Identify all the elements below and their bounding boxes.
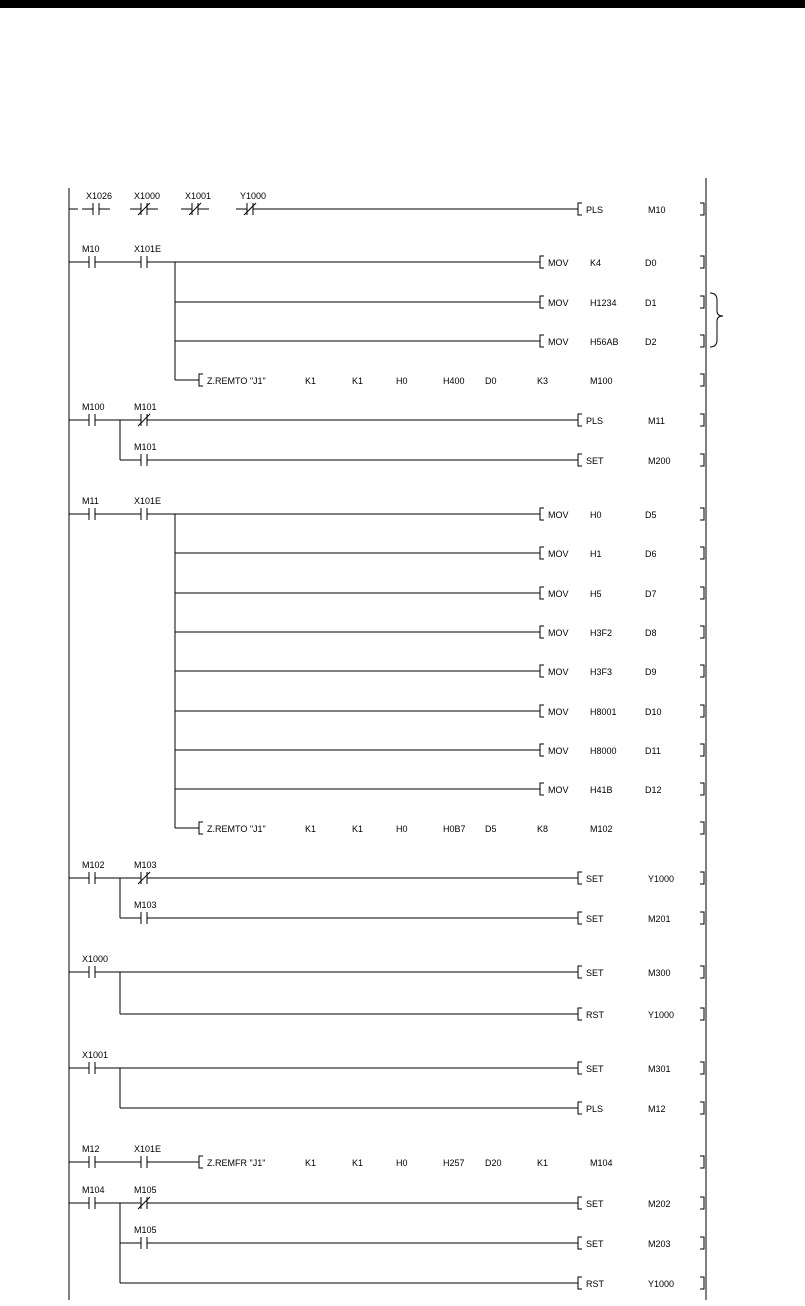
instruction-bracket-right xyxy=(700,203,704,215)
instruction-bracket-right xyxy=(700,822,704,834)
instruction-operand: H400 xyxy=(443,376,465,386)
instruction-op: SET xyxy=(586,874,604,884)
instruction-bracket-left xyxy=(578,454,582,466)
instruction-operand: K1 xyxy=(305,376,317,386)
instruction-op: SET xyxy=(586,1239,604,1249)
nc-contact-label: M103 xyxy=(134,860,157,870)
instruction-operand: H0 xyxy=(396,376,408,386)
instruction-op: MOV xyxy=(548,258,569,268)
no-contact-label: M10 xyxy=(82,244,100,254)
no-contact-label: M11 xyxy=(82,496,99,506)
instruction-operand: H3F2 xyxy=(590,628,613,638)
instruction-op: SET xyxy=(586,914,604,924)
instruction-bracket-left xyxy=(578,1197,582,1209)
no-contact-label: M101 xyxy=(134,442,157,452)
instruction-bracket-right xyxy=(700,1197,704,1209)
no-contact-label: X101E xyxy=(134,244,162,254)
instruction-operand: M200 xyxy=(648,456,671,466)
instruction-bracket-right xyxy=(700,783,704,795)
instruction-bracket-right xyxy=(700,508,704,520)
instruction-op: SET xyxy=(586,1199,604,1209)
no-contact-label: X101E xyxy=(134,1144,162,1154)
instruction-bracket-right xyxy=(700,1008,704,1020)
instruction-operand: H8001 xyxy=(590,707,617,717)
instruction-operand: H56AB xyxy=(590,337,619,347)
instruction-bracket-right xyxy=(700,1277,704,1289)
instruction-bracket-left xyxy=(540,335,544,347)
instruction-operand: D2 xyxy=(645,337,657,347)
instruction-bracket-left xyxy=(578,1277,582,1289)
instruction-operand: M12 xyxy=(648,1104,666,1114)
instruction-bracket-left xyxy=(540,783,544,795)
instruction-operand: M102 xyxy=(590,824,613,834)
instruction-op: RST xyxy=(586,1010,604,1020)
instruction-bracket-left xyxy=(540,665,544,677)
instruction-op: PLS xyxy=(586,1104,604,1114)
no-contact-label: X101E xyxy=(134,496,162,506)
instruction-bracket-right xyxy=(700,587,704,599)
instruction-op: SET xyxy=(586,968,604,978)
instruction-operand: D1 xyxy=(645,298,657,308)
instruction-bracket-left xyxy=(199,1156,203,1168)
instruction-operand: H1 xyxy=(590,549,602,559)
instruction-op: MOV xyxy=(548,746,569,756)
instruction-operand: H3F3 xyxy=(590,667,613,677)
instruction-bracket-left xyxy=(540,626,544,638)
instruction-operand: M10 xyxy=(648,205,666,215)
instruction-operand: M11 xyxy=(648,416,665,426)
instruction-operand: K1 xyxy=(352,824,364,834)
instruction-operand: D20 xyxy=(485,1158,502,1168)
no-contact-label: M104 xyxy=(82,1185,105,1195)
instruction-op: SET xyxy=(586,456,604,466)
instruction-bracket-left xyxy=(199,822,203,834)
instruction-op: MOV xyxy=(548,628,569,638)
instruction-operand: D11 xyxy=(645,746,661,756)
instruction-bracket-left xyxy=(578,1237,582,1249)
instruction-operand: D12 xyxy=(645,785,662,795)
instruction-bracket-right xyxy=(700,1062,704,1074)
instruction-operand: M201 xyxy=(648,914,671,924)
instruction-operand: D8 xyxy=(645,628,657,638)
no-contact-label: M103 xyxy=(134,900,157,910)
nc-contact-label: M101 xyxy=(134,402,157,412)
instruction-op: MOV xyxy=(548,707,569,717)
no-contact-label: X1001 xyxy=(82,1050,109,1060)
instruction-op: PLS xyxy=(586,416,604,426)
instruction-bracket-right xyxy=(700,547,704,559)
instruction-operand: K4 xyxy=(590,258,602,268)
instruction-operand: D5 xyxy=(485,824,497,834)
no-contact-label: M100 xyxy=(82,402,105,412)
instruction-bracket-left xyxy=(578,966,582,978)
instruction-bracket-left xyxy=(540,587,544,599)
instruction-bracket-right xyxy=(700,705,704,717)
instruction-bracket-left xyxy=(199,374,203,386)
instruction-operand: M301 xyxy=(648,1064,671,1074)
instruction-bracket-left xyxy=(578,1008,582,1020)
instruction-operand: M300 xyxy=(648,968,671,978)
instruction-bracket-right xyxy=(700,296,704,308)
brace-annotation xyxy=(710,293,723,347)
no-contact-label: M105 xyxy=(134,1225,157,1235)
instruction-bracket-left xyxy=(540,508,544,520)
no-contact-label: M12 xyxy=(82,1144,100,1154)
no-contact-label: M102 xyxy=(82,860,105,870)
instruction-operand: H0 xyxy=(396,1158,408,1168)
instruction-operand: Z.REMFR "J1" xyxy=(207,1158,266,1168)
instruction-operand: H257 xyxy=(443,1158,465,1168)
instruction-operand: K1 xyxy=(352,376,364,386)
no-contact-label: X1026 xyxy=(86,191,113,201)
instruction-bracket-left xyxy=(578,912,582,924)
instruction-operand: D0 xyxy=(485,376,497,386)
instruction-operand: K1 xyxy=(537,1158,549,1168)
instruction-op: MOV xyxy=(548,298,569,308)
instruction-bracket-left xyxy=(540,256,544,268)
instruction-operand: H5 xyxy=(590,589,602,599)
instruction-operand: H0 xyxy=(590,510,602,520)
instruction-operand: K1 xyxy=(305,824,317,834)
instruction-bracket-left xyxy=(540,547,544,559)
instruction-bracket-right xyxy=(700,966,704,978)
instruction-bracket-right xyxy=(700,626,704,638)
instruction-operand: Z.REMTO "J1" xyxy=(207,824,266,834)
instruction-op: MOV xyxy=(548,549,569,559)
instruction-op: SET xyxy=(586,1064,604,1074)
instruction-operand: D6 xyxy=(645,549,657,559)
instruction-operand: K3 xyxy=(537,376,549,386)
instruction-bracket-right xyxy=(700,256,704,268)
instruction-operand: D5 xyxy=(645,510,657,520)
instruction-operand: D10 xyxy=(645,707,662,717)
instruction-op: RST xyxy=(586,1279,604,1289)
instruction-bracket-right xyxy=(700,744,704,756)
nc-contact-label: M105 xyxy=(134,1185,157,1195)
instruction-bracket-left xyxy=(578,203,582,215)
instruction-bracket-left xyxy=(540,705,544,717)
instruction-operand: D0 xyxy=(645,258,657,268)
instruction-bracket-right xyxy=(700,414,704,426)
instruction-operand: K8 xyxy=(537,824,549,834)
instruction-bracket-right xyxy=(700,454,704,466)
instruction-op: MOV xyxy=(548,337,569,347)
instruction-bracket-left xyxy=(578,1102,582,1114)
instruction-bracket-left xyxy=(540,296,544,308)
instruction-bracket-right xyxy=(700,1102,704,1114)
nc-contact-label: X1001 xyxy=(185,191,212,201)
instruction-operand: M104 xyxy=(590,1158,613,1168)
nc-contact-label: Y1000 xyxy=(240,191,267,201)
instruction-operand: Y1000 xyxy=(648,1010,675,1020)
no-contact-label: X1000 xyxy=(82,954,109,964)
instruction-operand: H0B7 xyxy=(443,824,466,834)
nc-contact-label: X1000 xyxy=(134,191,161,201)
instruction-operand: K1 xyxy=(352,1158,364,1168)
instruction-operand: H1234 xyxy=(590,298,617,308)
instruction-operand: H0 xyxy=(396,824,408,834)
instruction-operand: K1 xyxy=(305,1158,317,1168)
instruction-operand: M100 xyxy=(590,376,613,386)
instruction-op: MOV xyxy=(548,589,569,599)
instruction-operand: Y1000 xyxy=(648,1279,675,1289)
instruction-operand: M202 xyxy=(648,1199,671,1209)
instruction-op: MOV xyxy=(548,785,569,795)
instruction-bracket-left xyxy=(578,414,582,426)
instruction-bracket-right xyxy=(700,872,704,884)
instruction-op: PLS xyxy=(586,205,604,215)
instruction-bracket-left xyxy=(540,744,544,756)
instruction-bracket-right xyxy=(700,665,704,677)
instruction-op: MOV xyxy=(548,667,569,677)
instruction-operand: M203 xyxy=(648,1239,671,1249)
instruction-operand: H8000 xyxy=(590,746,617,756)
instruction-operand: D7 xyxy=(645,589,657,599)
instruction-bracket-right xyxy=(700,912,704,924)
instruction-bracket-right xyxy=(700,1156,704,1168)
instruction-bracket-left xyxy=(578,1062,582,1074)
instruction-bracket-right xyxy=(700,1237,704,1249)
instruction-operand: Y1000 xyxy=(648,874,675,884)
instruction-bracket-right xyxy=(700,335,704,347)
instruction-operand: D9 xyxy=(645,667,657,677)
instruction-op: MOV xyxy=(548,510,569,520)
instruction-operand: H41B xyxy=(590,785,613,795)
instruction-bracket-right xyxy=(700,374,704,386)
instruction-operand: Z.REMTO "J1" xyxy=(207,376,266,386)
instruction-bracket-left xyxy=(578,872,582,884)
